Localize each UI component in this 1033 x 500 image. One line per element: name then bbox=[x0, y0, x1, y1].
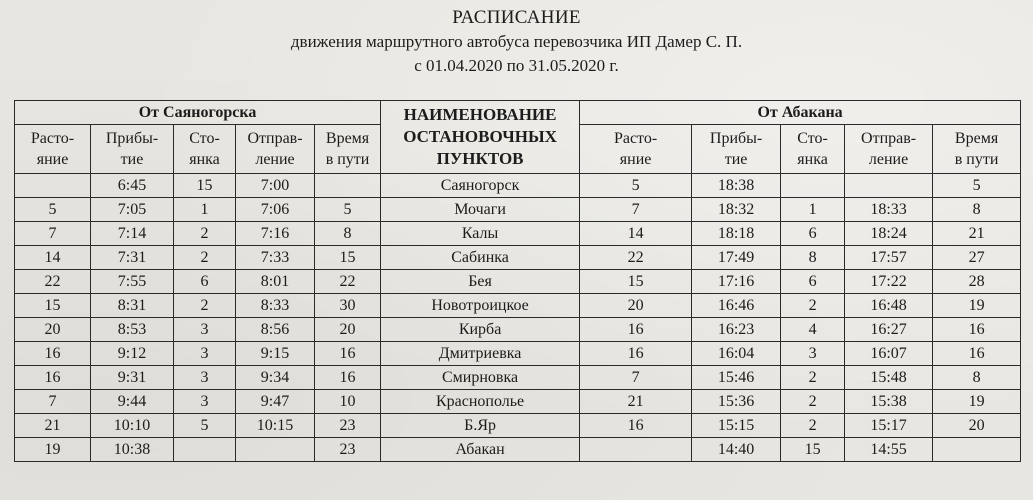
from-sayanogorsk-arrival-cell: 6:45 bbox=[91, 174, 174, 198]
from-abakan-distance-cell: 16 bbox=[580, 318, 692, 342]
from-sayanogorsk-travel-time-cell: 8 bbox=[315, 222, 381, 246]
column-header-line: в пути bbox=[954, 151, 999, 168]
from-abakan-departure-cell: 15:17 bbox=[845, 414, 933, 438]
from-abakan-stop-duration-cell: 2 bbox=[781, 366, 845, 390]
from-abakan-travel-time-cell: 16 bbox=[933, 318, 1021, 342]
from-abakan-stop-duration-cell: 8 bbox=[781, 246, 845, 270]
from-sayanogorsk-distance-cell: 22 bbox=[15, 270, 91, 294]
column-header-line: Расто- bbox=[613, 130, 658, 147]
from-sayanogorsk-stop-duration-cell: 6 bbox=[174, 270, 236, 294]
column-header-line: Отправ- bbox=[247, 130, 303, 147]
from-sayanogorsk-arrival-cell: 7:31 bbox=[91, 246, 174, 270]
column-header-line: тие bbox=[120, 151, 144, 168]
from-abakan-distance-cell: 7 bbox=[580, 366, 692, 390]
group-header-from-abakan: От Абакана bbox=[580, 101, 1021, 125]
from-sayanogorsk-arrival-cell: 9:12 bbox=[91, 342, 174, 366]
table-row bbox=[15, 366, 1021, 390]
from-abakan-stop-duration-cell: 6 bbox=[781, 270, 845, 294]
from-abakan-distance-cell: 7 bbox=[580, 198, 692, 222]
from-abakan-distance-cell: 22 bbox=[580, 246, 692, 270]
column-header-line: янка bbox=[189, 151, 220, 168]
from-abakan-departure-cell: 15:38 bbox=[845, 390, 933, 414]
from-sayanogorsk-stop-duration-cell: 3 bbox=[174, 318, 236, 342]
from-abakan-stop-duration-cell: 2 bbox=[781, 414, 845, 438]
from-sayanogorsk-departure-cell: 10:15 bbox=[236, 414, 315, 438]
from-sayanogorsk-stop-duration-cell: 1 bbox=[174, 198, 236, 222]
from-abakan-departure-cell: 15:48 bbox=[845, 366, 933, 390]
from-sayanogorsk-stop-duration-cell bbox=[174, 438, 236, 462]
table-row bbox=[15, 414, 1021, 438]
from-sayanogorsk-travel-time-cell: 16 bbox=[315, 366, 381, 390]
from-abakan-arrival-cell: 17:49 bbox=[692, 246, 781, 270]
table-row bbox=[15, 246, 1021, 270]
from-abakan-departure-cell: 17:57 bbox=[845, 246, 933, 270]
stop-name-cell: Абакан bbox=[381, 438, 580, 462]
schedule-table bbox=[14, 100, 1021, 462]
from-sayanogorsk-travel-time-cell: 23 bbox=[315, 414, 381, 438]
stops-header-line: НАИМЕНОВАНИЕ bbox=[403, 105, 557, 124]
from-abakan-distance-cell: 5 bbox=[580, 174, 692, 198]
from-abakan-arrival-cell: 16:46 bbox=[692, 294, 781, 318]
column-header-line: янка bbox=[797, 151, 828, 168]
from-abakan-distance-cell: 20 bbox=[580, 294, 692, 318]
column-header-line: в пути bbox=[325, 151, 370, 168]
from-sayanogorsk-stop-duration-cell: 3 bbox=[174, 366, 236, 390]
from-abakan-arrival-cell: 17:16 bbox=[692, 270, 781, 294]
from-sayanogorsk-arrival-cell: 10:10 bbox=[91, 414, 174, 438]
from-abakan-stop-duration-cell: 3 bbox=[781, 342, 845, 366]
from-sayanogorsk-departure-cell: 8:01 bbox=[236, 270, 315, 294]
from-abakan-travel-time-cell: 27 bbox=[933, 246, 1021, 270]
from-abakan-departure-cell: 16:48 bbox=[845, 294, 933, 318]
left-column-header bbox=[236, 125, 315, 174]
from-sayanogorsk-travel-time-cell bbox=[315, 174, 381, 198]
from-abakan-arrival-cell: 15:36 bbox=[692, 390, 781, 414]
from-abakan-stop-duration-cell: 2 bbox=[781, 294, 845, 318]
from-sayanogorsk-travel-time-cell: 20 bbox=[315, 318, 381, 342]
from-abakan-distance-cell: 14 bbox=[580, 222, 692, 246]
from-abakan-arrival-cell: 18:32 bbox=[692, 198, 781, 222]
from-sayanogorsk-travel-time-cell: 10 bbox=[315, 390, 381, 414]
from-sayanogorsk-stop-duration-cell: 15 bbox=[174, 174, 236, 198]
from-abakan-travel-time-cell: 28 bbox=[933, 270, 1021, 294]
right-column-header bbox=[580, 125, 692, 174]
from-abakan-travel-time-cell: 19 bbox=[933, 294, 1021, 318]
from-abakan-departure-cell: 16:27 bbox=[845, 318, 933, 342]
from-sayanogorsk-travel-time-cell: 5 bbox=[315, 198, 381, 222]
stop-name-cell: Дмитриевка bbox=[381, 342, 580, 366]
from-abakan-distance-cell bbox=[580, 438, 692, 462]
stop-name-cell: Мочаги bbox=[381, 198, 580, 222]
column-header-line: тие bbox=[724, 151, 748, 168]
stop-name-cell: Сабинка bbox=[381, 246, 580, 270]
table-row bbox=[15, 198, 1021, 222]
from-sayanogorsk-travel-time-cell: 22 bbox=[315, 270, 381, 294]
column-header-line: яние bbox=[619, 151, 652, 168]
from-sayanogorsk-departure-cell: 9:47 bbox=[236, 390, 315, 414]
left-column-header bbox=[174, 125, 236, 174]
from-sayanogorsk-distance-cell: 20 bbox=[15, 318, 91, 342]
stop-name-cell: Калы bbox=[381, 222, 580, 246]
from-sayanogorsk-departure-cell: 8:56 bbox=[236, 318, 315, 342]
from-abakan-arrival-cell: 15:15 bbox=[692, 414, 781, 438]
from-sayanogorsk-departure-cell: 9:34 bbox=[236, 366, 315, 390]
from-sayanogorsk-stop-duration-cell: 3 bbox=[174, 342, 236, 366]
from-sayanogorsk-departure-cell: 7:33 bbox=[236, 246, 315, 270]
stop-name-cell: Смирновка bbox=[381, 366, 580, 390]
from-sayanogorsk-distance-cell: 16 bbox=[15, 366, 91, 390]
from-sayanogorsk-arrival-cell: 8:53 bbox=[91, 318, 174, 342]
table-row bbox=[15, 222, 1021, 246]
column-header-line: яние bbox=[36, 151, 69, 168]
from-sayanogorsk-distance-cell bbox=[15, 174, 91, 198]
stop-name-cell: Саяногорск bbox=[381, 174, 580, 198]
stop-name-cell: Кирба bbox=[381, 318, 580, 342]
from-abakan-arrival-cell: 14:40 bbox=[692, 438, 781, 462]
from-sayanogorsk-departure-cell: 9:15 bbox=[236, 342, 315, 366]
from-sayanogorsk-departure-cell bbox=[236, 438, 315, 462]
from-sayanogorsk-distance-cell: 15 bbox=[15, 294, 91, 318]
from-abakan-travel-time-cell: 8 bbox=[933, 366, 1021, 390]
left-column-header bbox=[315, 125, 381, 174]
from-abakan-distance-cell: 21 bbox=[580, 390, 692, 414]
from-sayanogorsk-arrival-cell: 7:14 bbox=[91, 222, 174, 246]
from-sayanogorsk-travel-time-cell: 15 bbox=[315, 246, 381, 270]
from-abakan-arrival-cell: 18:18 bbox=[692, 222, 781, 246]
from-abakan-departure-cell: 14:55 bbox=[845, 438, 933, 462]
from-sayanogorsk-departure-cell: 8:33 bbox=[236, 294, 315, 318]
from-sayanogorsk-arrival-cell: 10:38 bbox=[91, 438, 174, 462]
stops-header-line: ОСТАНОВОЧНЫХ bbox=[403, 127, 557, 146]
from-sayanogorsk-distance-cell: 14 bbox=[15, 246, 91, 270]
from-abakan-stop-duration-cell: 6 bbox=[781, 222, 845, 246]
from-sayanogorsk-arrival-cell: 9:44 bbox=[91, 390, 174, 414]
stops-header-line: ПУНКТОВ bbox=[436, 149, 524, 168]
right-column-header bbox=[692, 125, 781, 174]
from-abakan-arrival-cell: 16:04 bbox=[692, 342, 781, 366]
stop-name-cell: Новотроицкое bbox=[381, 294, 580, 318]
column-header-line: Время bbox=[325, 130, 370, 147]
from-sayanogorsk-travel-time-cell: 30 bbox=[315, 294, 381, 318]
column-header-line: Время bbox=[954, 130, 999, 147]
from-sayanogorsk-stop-duration-cell: 2 bbox=[174, 246, 236, 270]
from-sayanogorsk-departure-cell: 7:16 bbox=[236, 222, 315, 246]
stop-name-cell: Б.Яр bbox=[381, 414, 580, 438]
from-sayanogorsk-travel-time-cell: 16 bbox=[315, 342, 381, 366]
from-sayanogorsk-distance-cell: 16 bbox=[15, 342, 91, 366]
from-abakan-distance-cell: 16 bbox=[580, 342, 692, 366]
table-row bbox=[15, 438, 1021, 462]
from-sayanogorsk-stop-duration-cell: 5 bbox=[174, 414, 236, 438]
from-sayanogorsk-distance-cell: 7 bbox=[15, 222, 91, 246]
from-abakan-travel-time-cell bbox=[933, 438, 1021, 462]
table-row bbox=[15, 294, 1021, 318]
from-abakan-departure-cell bbox=[845, 174, 933, 198]
from-sayanogorsk-departure-cell: 7:00 bbox=[236, 174, 315, 198]
document-title: РАСПИСАНИЕ bbox=[452, 7, 581, 28]
left-column-header bbox=[91, 125, 174, 174]
right-column-header bbox=[845, 125, 933, 174]
from-abakan-distance-cell: 15 bbox=[580, 270, 692, 294]
group-header-from-sayanogorsk: От Саяногорска bbox=[15, 101, 381, 125]
from-abakan-travel-time-cell: 16 bbox=[933, 342, 1021, 366]
from-abakan-arrival-cell: 18:38 bbox=[692, 174, 781, 198]
from-abakan-departure-cell: 18:24 bbox=[845, 222, 933, 246]
stop-name-cell: Бея bbox=[381, 270, 580, 294]
from-abakan-stop-duration-cell: 15 bbox=[781, 438, 845, 462]
from-abakan-travel-time-cell: 5 bbox=[933, 174, 1021, 198]
stop-name-cell: Краснополье bbox=[381, 390, 580, 414]
table-row bbox=[15, 270, 1021, 294]
column-header-line: Прибы- bbox=[709, 130, 763, 147]
from-sayanogorsk-arrival-cell: 7:55 bbox=[91, 270, 174, 294]
from-sayanogorsk-distance-cell: 5 bbox=[15, 198, 91, 222]
from-abakan-departure-cell: 17:22 bbox=[845, 270, 933, 294]
from-sayanogorsk-stop-duration-cell: 2 bbox=[174, 294, 236, 318]
from-abakan-travel-time-cell: 19 bbox=[933, 390, 1021, 414]
from-sayanogorsk-distance-cell: 21 bbox=[15, 414, 91, 438]
column-header-line: ление bbox=[868, 151, 909, 168]
stops-column-header bbox=[381, 101, 580, 174]
from-sayanogorsk-arrival-cell: 9:31 bbox=[91, 366, 174, 390]
table-row bbox=[15, 318, 1021, 342]
from-sayanogorsk-stop-duration-cell: 2 bbox=[174, 222, 236, 246]
right-column-header bbox=[781, 125, 845, 174]
validity-period: с 01.04.2020 по 31.05.2020 г. bbox=[414, 56, 619, 75]
title-block bbox=[0, 6, 1033, 78]
from-sayanogorsk-stop-duration-cell: 3 bbox=[174, 390, 236, 414]
column-header-line: Сто- bbox=[797, 130, 828, 147]
from-abakan-travel-time-cell: 21 bbox=[933, 222, 1021, 246]
from-abakan-departure-cell: 18:33 bbox=[845, 198, 933, 222]
column-header-line: Прибы- bbox=[105, 130, 159, 147]
right-column-header bbox=[933, 125, 1021, 174]
document-subtitle: движения маршрутного автобуса перевозчика ИП Дамер С. П. bbox=[290, 32, 743, 51]
from-abakan-travel-time-cell: 20 bbox=[933, 414, 1021, 438]
from-sayanogorsk-arrival-cell: 8:31 bbox=[91, 294, 174, 318]
from-abakan-stop-duration-cell: 4 bbox=[781, 318, 845, 342]
table-row bbox=[15, 174, 1021, 198]
from-abakan-stop-duration-cell: 2 bbox=[781, 390, 845, 414]
from-abakan-departure-cell: 16:07 bbox=[845, 342, 933, 366]
from-abakan-distance-cell: 16 bbox=[580, 414, 692, 438]
from-sayanogorsk-travel-time-cell: 23 bbox=[315, 438, 381, 462]
from-sayanogorsk-distance-cell: 7 bbox=[15, 390, 91, 414]
from-abakan-arrival-cell: 16:23 bbox=[692, 318, 781, 342]
from-abakan-stop-duration-cell: 1 bbox=[781, 198, 845, 222]
from-abakan-arrival-cell: 15:46 bbox=[692, 366, 781, 390]
table-row bbox=[15, 390, 1021, 414]
table-row bbox=[15, 342, 1021, 366]
from-sayanogorsk-distance-cell: 19 bbox=[15, 438, 91, 462]
column-header-line: ление bbox=[255, 151, 295, 168]
from-abakan-stop-duration-cell bbox=[781, 174, 845, 198]
column-header-line: Сто- bbox=[189, 130, 220, 147]
left-column-header bbox=[15, 125, 91, 174]
from-abakan-travel-time-cell: 8 bbox=[933, 198, 1021, 222]
from-sayanogorsk-arrival-cell: 7:05 bbox=[91, 198, 174, 222]
from-sayanogorsk-departure-cell: 7:06 bbox=[236, 198, 315, 222]
column-header-line: Отправ- bbox=[861, 130, 917, 147]
column-header-line: Расто- bbox=[30, 130, 75, 147]
